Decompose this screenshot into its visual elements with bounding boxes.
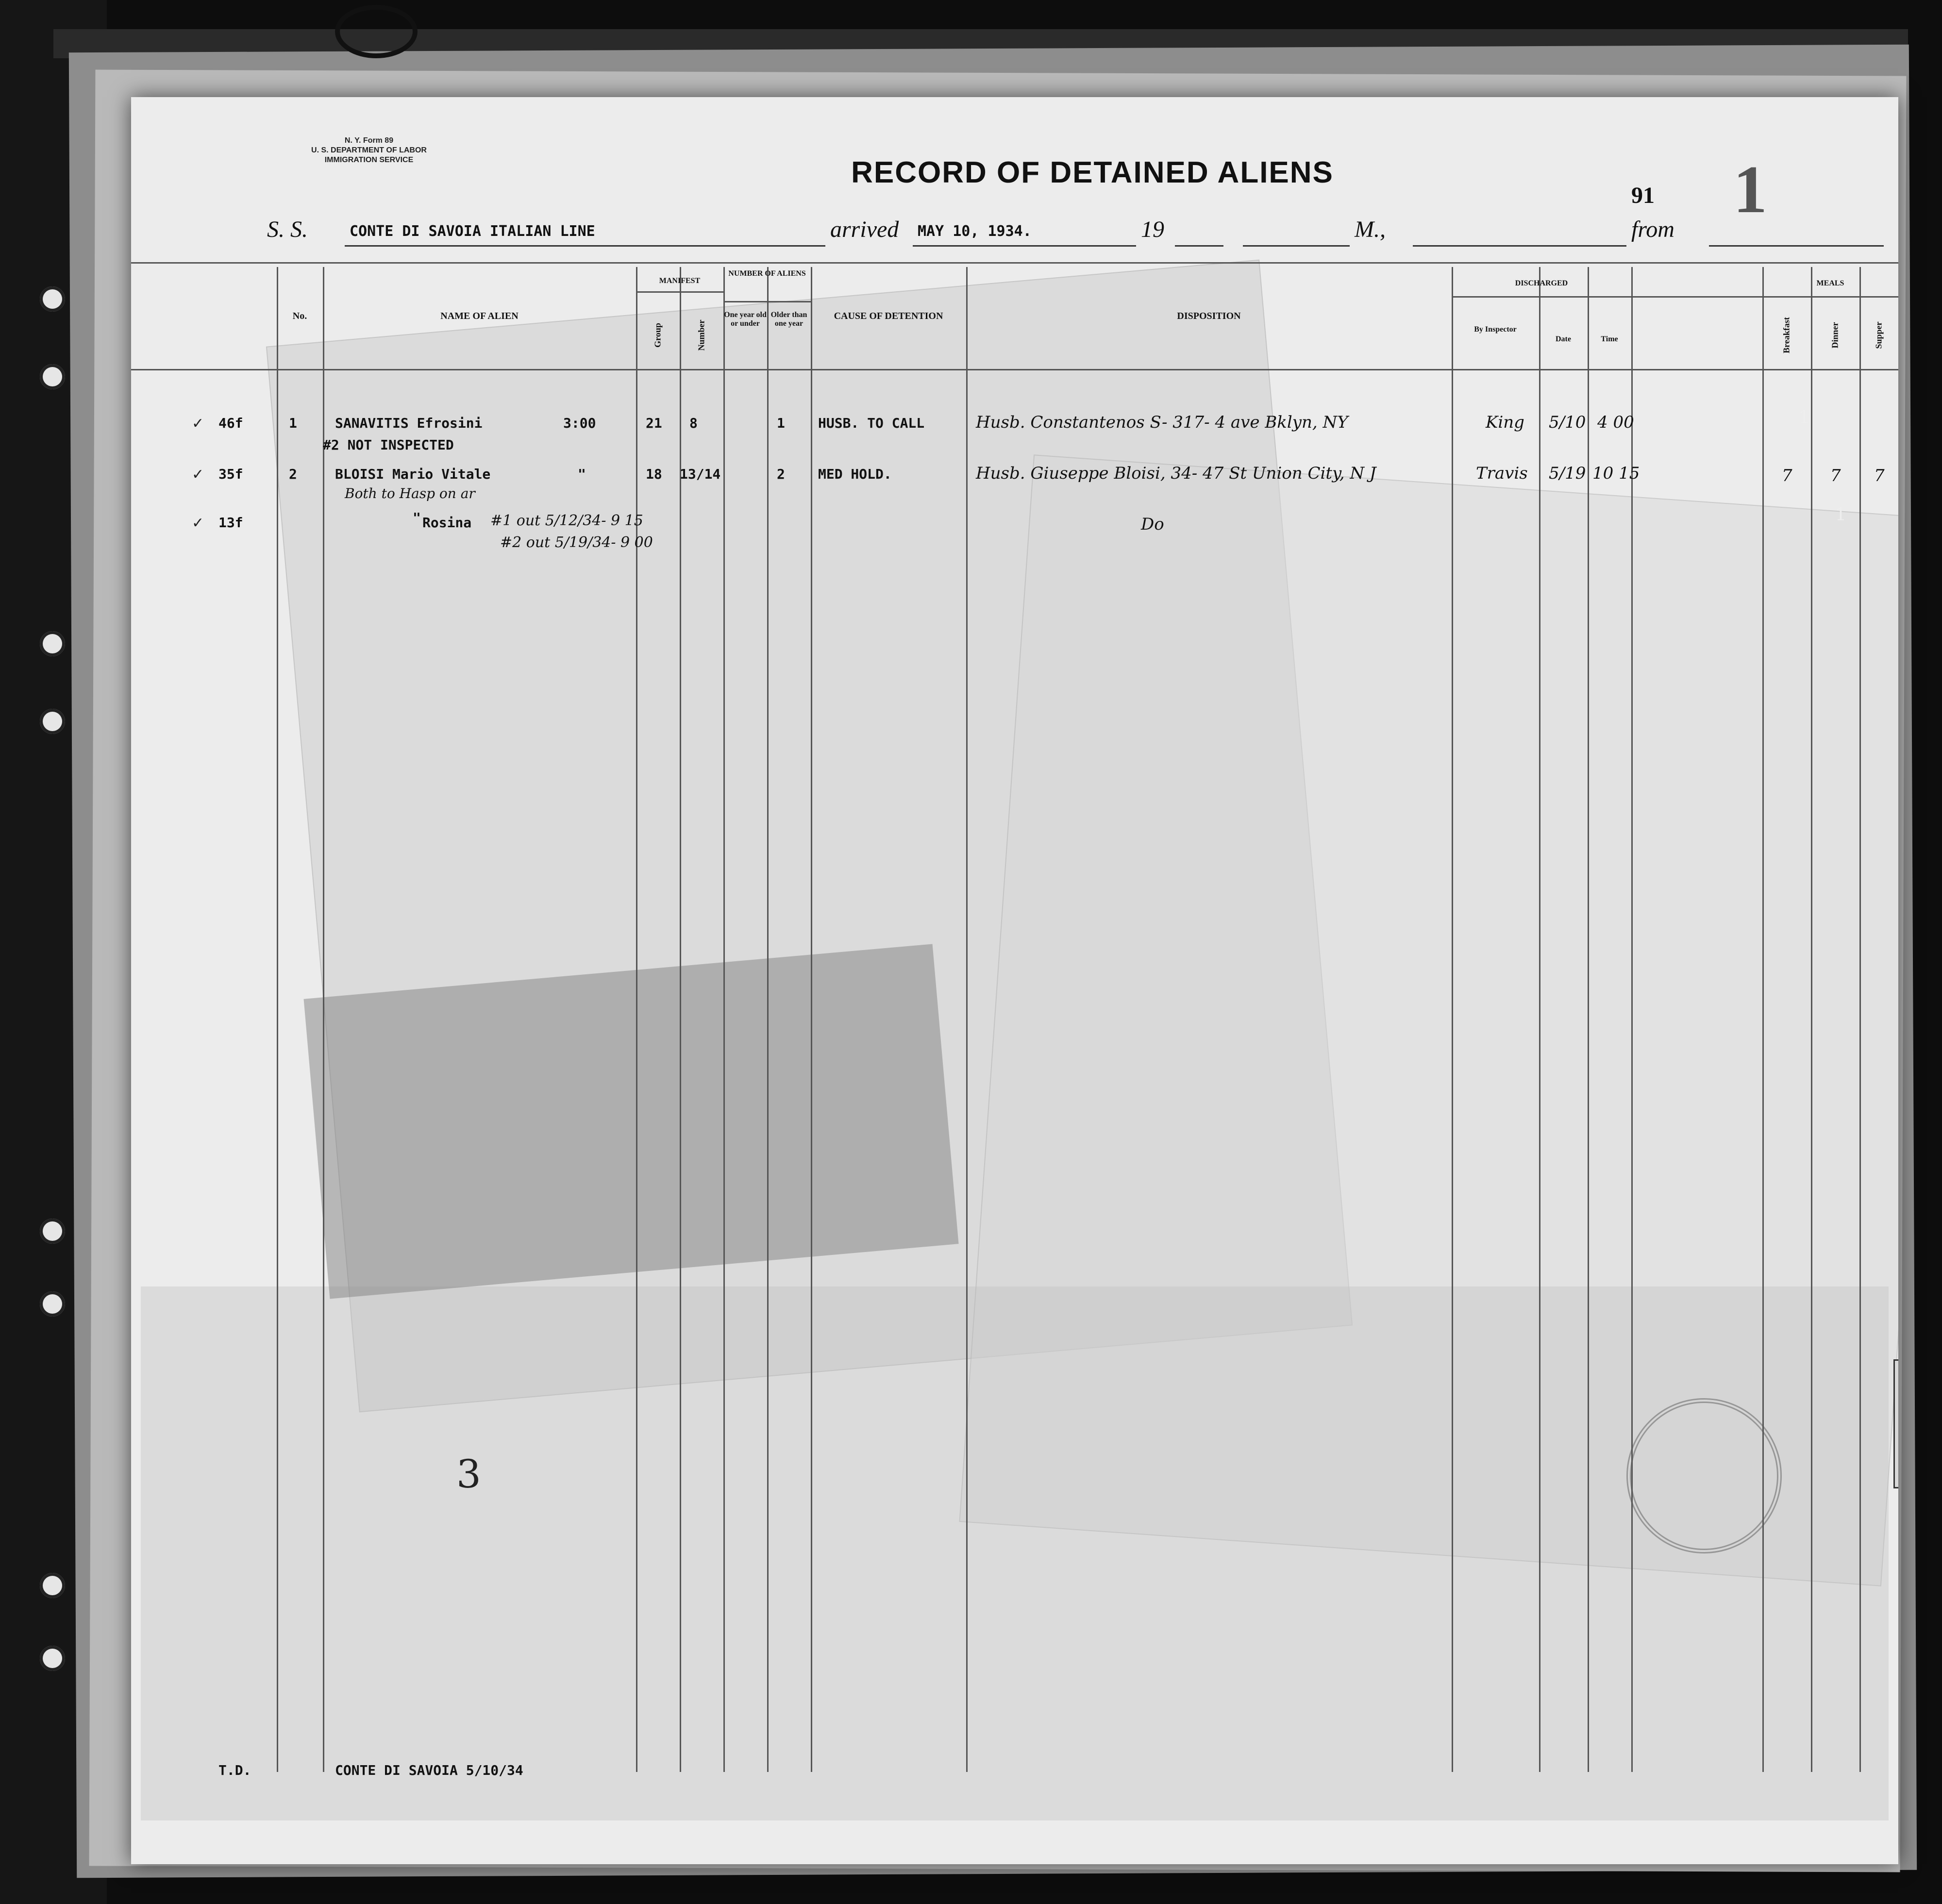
discharge-date: 5/19 — [1549, 464, 1586, 483]
manifest-number: 13/14 — [680, 466, 721, 482]
check-mark: ✓ — [192, 415, 204, 432]
header-older: Older than one year — [770, 311, 807, 328]
header-supper: Supper — [1874, 321, 1884, 349]
header-by-inspector: By Inspector — [1474, 325, 1517, 334]
punch-hole — [40, 1646, 65, 1671]
sub-note: #2 NOT INSPECTED — [323, 437, 454, 453]
punch-hole — [40, 1219, 65, 1244]
table-rule — [131, 369, 1898, 370]
overlapping-text-block — [303, 944, 958, 1299]
header-cause: CAUSE OF DETENTION — [834, 311, 943, 321]
header-disposition: DISPOSITION — [1177, 311, 1241, 321]
alien-name: SANAVITIS Efrosini — [335, 415, 483, 431]
alien-name: Rosina — [422, 515, 472, 531]
release-note: #1 out 5/12/34- 9 15 — [490, 512, 643, 529]
footer-td: T.D. — [218, 1762, 251, 1778]
discharge-time: 4 00 — [1597, 413, 1634, 432]
column-rule — [1452, 267, 1453, 1772]
margin-code: 13f — [218, 515, 243, 531]
margin-code: 46f — [218, 415, 243, 431]
form-identifier — [286, 136, 452, 165]
page-title: RECORD OF DETAINED ALIENS — [851, 156, 1334, 189]
release-note: #2 out 5/19/34- 9 00 — [500, 534, 653, 551]
rule — [1243, 245, 1350, 247]
check-mark: ✓ — [192, 515, 204, 532]
header-number: Number — [696, 319, 706, 351]
year-label: 19 — [1141, 217, 1164, 242]
arrival-date: MAY 10, 1934. — [918, 223, 1032, 240]
right-mark: 1 — [1799, 408, 1810, 428]
margin-code: 35f — [218, 466, 243, 482]
alien-name: BLOISI Mario Vitale — [335, 466, 491, 482]
sub-note: Both to Hasp on ar — [345, 485, 475, 501]
column-rule — [1588, 267, 1589, 1772]
index-tab — [1893, 1359, 1898, 1488]
column-rule — [680, 267, 681, 1772]
column-rule — [811, 267, 812, 1772]
header-discharged: DISCHARGED — [1515, 279, 1568, 287]
rule — [1413, 245, 1626, 247]
department-name: U. S. DEPARTMENT OF LABOR — [311, 146, 427, 154]
discharge-time: 10 15 — [1592, 464, 1640, 483]
punch-hole — [40, 1573, 65, 1598]
punch-hole — [40, 709, 65, 734]
punch-hole — [40, 286, 65, 312]
cause-of-detention: HUSB. TO CALL — [818, 415, 925, 431]
header-manifest: MANIFEST — [659, 277, 701, 285]
older-count: 1 — [777, 415, 785, 431]
column-rule — [966, 267, 968, 1772]
header-date: Date — [1556, 335, 1571, 343]
rule — [345, 245, 825, 247]
paperclip — [335, 5, 418, 58]
column-rule — [1631, 267, 1633, 1772]
rule — [913, 245, 1136, 247]
table-rule — [131, 262, 1898, 264]
header-breakfast: Breakfast — [1781, 317, 1791, 353]
service-name: IMMIGRATION SERVICE — [324, 156, 414, 164]
disposition: Husb. Giuseppe Bloisi, 34- 47 St Union City, N J — [976, 464, 1376, 483]
ditto-mark: " — [413, 510, 421, 526]
older-count: 2 — [777, 466, 785, 482]
disposition: Do — [1141, 515, 1164, 534]
inspector: Travis — [1476, 464, 1528, 483]
column-rule — [1539, 267, 1540, 1772]
form-number: N. Y. Form 89 — [344, 136, 394, 145]
time-note: 3:00 — [563, 415, 596, 431]
column-rule — [723, 267, 725, 1772]
voyage-line — [131, 216, 1898, 250]
manifest-number: 8 — [689, 415, 698, 431]
header-one-year: One year old or under — [724, 311, 767, 328]
punch-hole — [40, 364, 65, 389]
header-no: No. — [292, 311, 307, 321]
footer-ship-date: CONTE DI SAVOIA 5/10/34 — [335, 1762, 523, 1778]
overlapping-document — [141, 1286, 1889, 1820]
punch-hole — [40, 631, 65, 656]
header-time: Time — [1601, 335, 1618, 343]
rule — [1175, 245, 1223, 247]
row-number: 1 — [289, 415, 297, 431]
page-number: 91 — [1631, 183, 1655, 208]
breakfast-count: 7 — [1782, 466, 1792, 485]
rule — [1709, 245, 1884, 247]
from-label: from — [1631, 217, 1674, 242]
manifest-group: 21 — [646, 415, 662, 431]
inspector: King — [1486, 413, 1524, 432]
arrived-label: arrived — [830, 217, 899, 242]
header-name: NAME OF ALIEN — [440, 311, 519, 321]
punch-hole — [40, 1291, 65, 1317]
column-rule — [1811, 267, 1812, 1772]
cause-of-detention: MED HOLD. — [818, 466, 892, 482]
right-mark: 1 — [1835, 505, 1846, 525]
ss-label: S. S. — [267, 217, 308, 242]
count-mark: 3 — [456, 1452, 481, 1497]
discharge-date: 5/10 — [1549, 413, 1586, 432]
table-rule — [1762, 296, 1898, 298]
seal-stamp — [1626, 1398, 1782, 1553]
page-mark: 1 — [1733, 152, 1767, 227]
header-group: Group — [653, 323, 663, 348]
header-number-of-aliens: NUMBER OF ALIENS — [728, 269, 806, 278]
column-rule — [636, 267, 637, 1772]
header-meals: MEALS — [1816, 279, 1844, 287]
column-rule — [277, 267, 278, 1772]
table-rule — [1452, 296, 1762, 298]
record-page — [131, 97, 1898, 1864]
check-mark: ✓ — [192, 466, 204, 483]
column-rule — [767, 267, 769, 1772]
column-rule — [1762, 267, 1764, 1772]
header-dinner: Dinner — [1830, 322, 1840, 349]
row-number: 2 — [289, 466, 297, 482]
ditto-mark: " — [578, 466, 586, 482]
manifest-group: 18 — [646, 466, 662, 482]
column-rule — [323, 267, 324, 1772]
supper-count: 7 — [1874, 466, 1885, 485]
dinner-count: 7 — [1830, 466, 1841, 485]
ship-name: CONTE DI SAVOIA ITALIAN LINE — [350, 223, 595, 240]
m-label: M., — [1355, 217, 1386, 242]
disposition: Husb. Constantenos S- 317- 4 ave Bklyn, NY — [976, 413, 1348, 432]
column-rule — [1859, 267, 1861, 1772]
